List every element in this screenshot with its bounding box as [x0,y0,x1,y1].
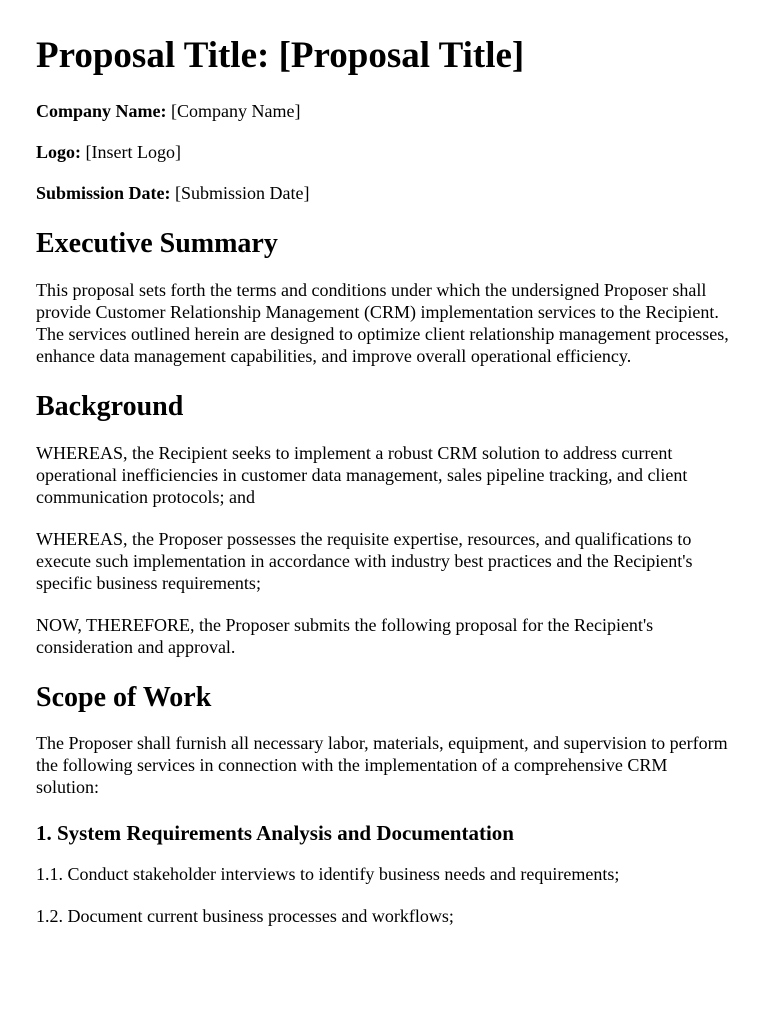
background-paragraph: WHEREAS, the Proposer possesses the requisite expertise, resources, and qualifications to execute such implementation in accordance with industry best practices and the Recipient's specific business requirements; [36,529,693,593]
scope-of-work-heading: Scope of Work [36,682,212,713]
company-name-row [36,100,734,122]
executive-summary-paragraph: This proposal sets forth the terms and conditions under which the undersigned Proposer shall provide Customer Relationship Management (CRM) implementation services to the Recipient. The services outlined herein are designed to optimize client relationship management processes, enhance data management capabilities, and improve overall operational efficiency. [36,280,729,366]
logo-label: Logo: [36,142,81,162]
submission-date-row [36,182,734,204]
requirements-analysis-subheading: 1. System Requirements Analysis and Documentation [36,821,514,845]
scope-of-work-paragraph: The Proposer shall furnish all necessary labor, materials, equipment, and supervision to perform the following services in connection with the implementation of a comprehensive CRM solution: [36,733,728,797]
company-name-value: [Company Name] [166,101,301,121]
company-name-label: Company Name: [36,101,167,121]
executive-summary-heading: Executive Summary [36,228,278,259]
submission-date-value: [Submission Date] [170,183,310,203]
scope-list-item: 1.2. Document current business processes and workflows; [36,906,454,926]
background-heading: Background [36,391,184,422]
scope-list-item: 1.1. Conduct stakeholder interviews to identify business needs and requirements; [36,864,620,884]
submission-date-label: Submission Date: [36,183,171,203]
background-paragraph: NOW, THEREFORE, the Proposer submits the following proposal for the Recipient's consideration and approval. [36,615,654,657]
logo-row [36,141,734,163]
document-title: Proposal Title: [Proposal Title] [36,35,525,76]
background-paragraph: WHEREAS, the Recipient seeks to implement a robust CRM solution to address current operational inefficiencies in customer data management, sales pipeline tracking, and client communication protocols; and [36,443,688,507]
logo-value: [Insert Logo] [81,142,181,162]
